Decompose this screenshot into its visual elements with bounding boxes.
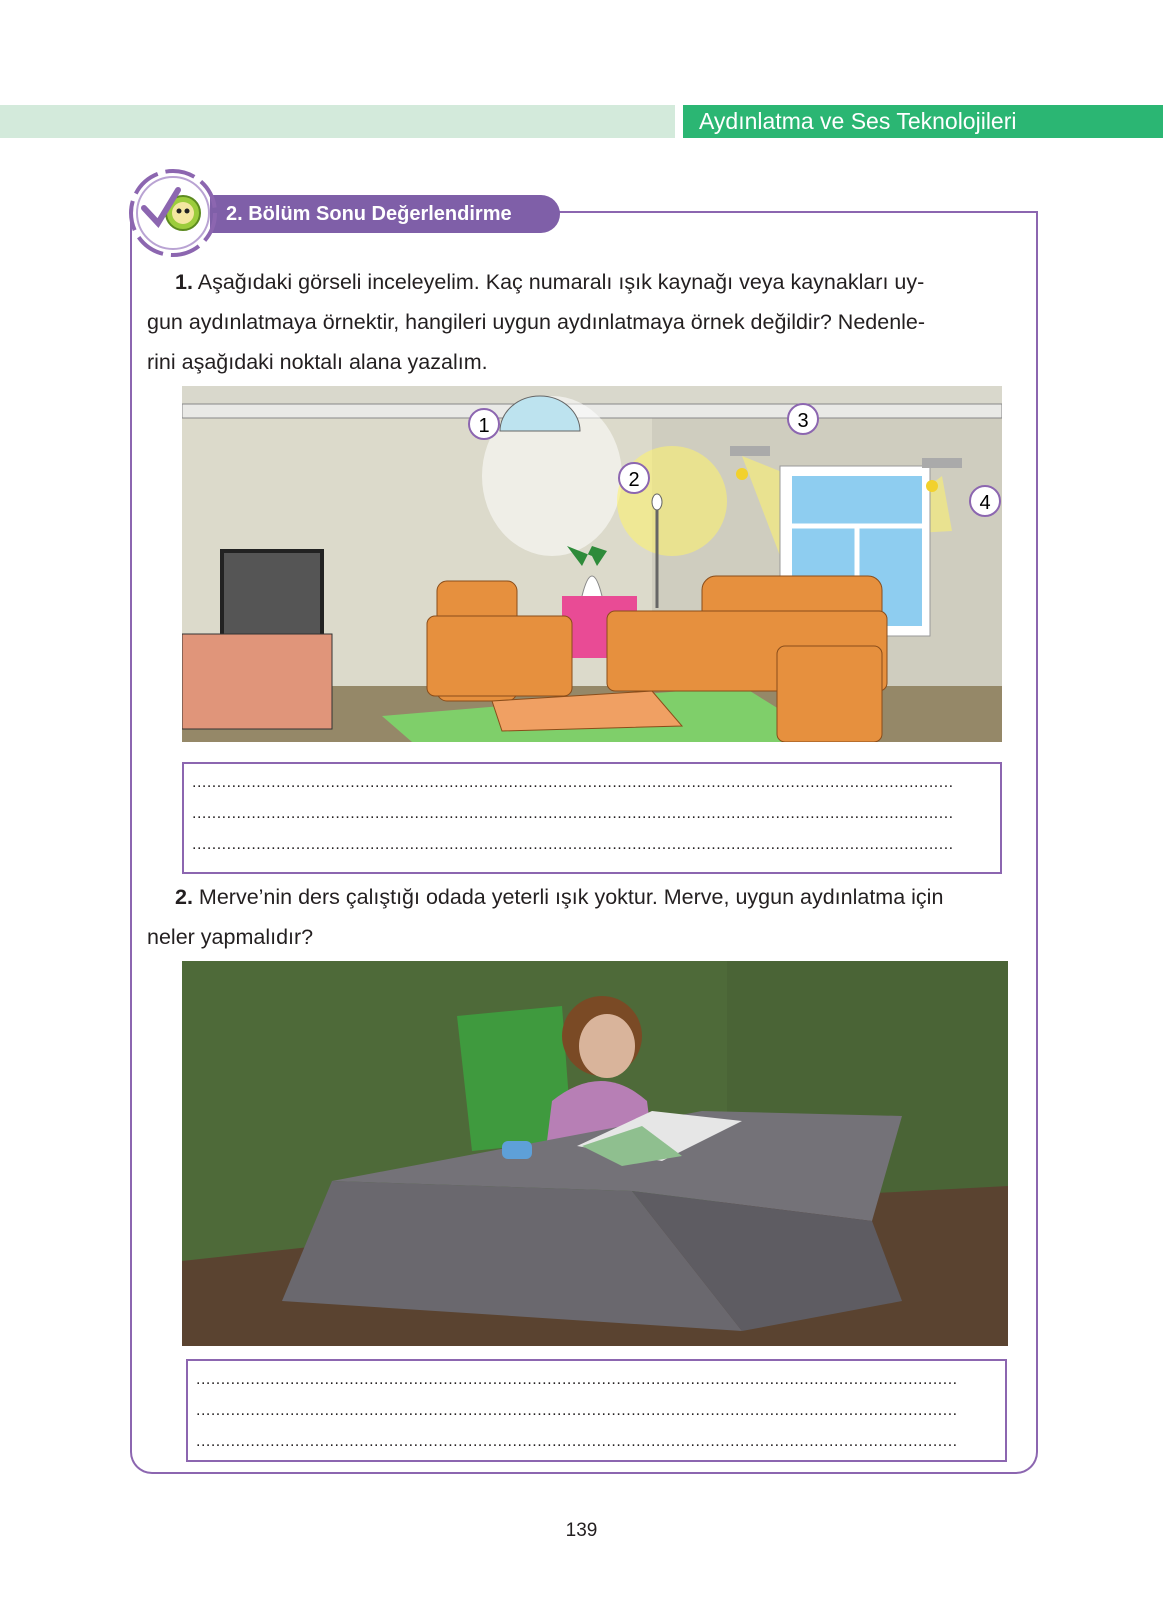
section-heading: 2. Bölüm Sonu Değerlendirme [210,195,560,233]
dotted-line: .......................................................................................................................................................... [192,805,954,822]
light-label-3: 3 [797,410,809,432]
question-text: neler yapmalıdır? [147,925,314,949]
header-accent-bar [0,105,675,138]
light-label-2: 2 [628,469,640,491]
question-number: 2. [175,885,193,909]
question-text: Aşağıdaki görseli inceleyelim. Kaç numaralı ışık kaynağı veya kaynakları uy- [197,270,925,294]
question-number: 1. [175,270,193,294]
question-text: rini aşağıdaki noktalı alana yazalım. [147,350,488,374]
light-label-1: 1 [478,415,490,437]
dotted-line: .......................................................................................................................................................... [196,1371,958,1388]
answer-area-2[interactable] [186,1359,1007,1462]
frame-top-line [540,211,1038,213]
dark-study-room-illustration [182,961,1008,1346]
dotted-line: .......................................................................................................................................................... [192,774,954,791]
clock-mascot-icon [128,168,218,258]
dotted-line: .......................................................................................................................................................... [196,1402,958,1419]
page-number: 139 [565,1520,598,1541]
dotted-line: .......................................................................................................................................................... [192,836,954,853]
dotted-line: .......................................................................................................................................................... [196,1433,958,1450]
light-label-4: 4 [979,492,991,514]
question-text: gun aydınlatmaya örnektir, hangileri uygun aydınlatmaya örnek değildir? Nedenle- [147,310,926,334]
question-text: Merve’nin ders çalıştığı odada yeterli ışık yoktur. Merve, uygun aydınlatma için [198,885,944,909]
living-room-illustration [182,386,1002,742]
question-1 [147,262,1022,382]
question-2 [147,877,1022,957]
answer-area-1[interactable] [182,762,1002,874]
section-title: Aydınlatma ve Ses Teknolojileri [683,105,1163,138]
